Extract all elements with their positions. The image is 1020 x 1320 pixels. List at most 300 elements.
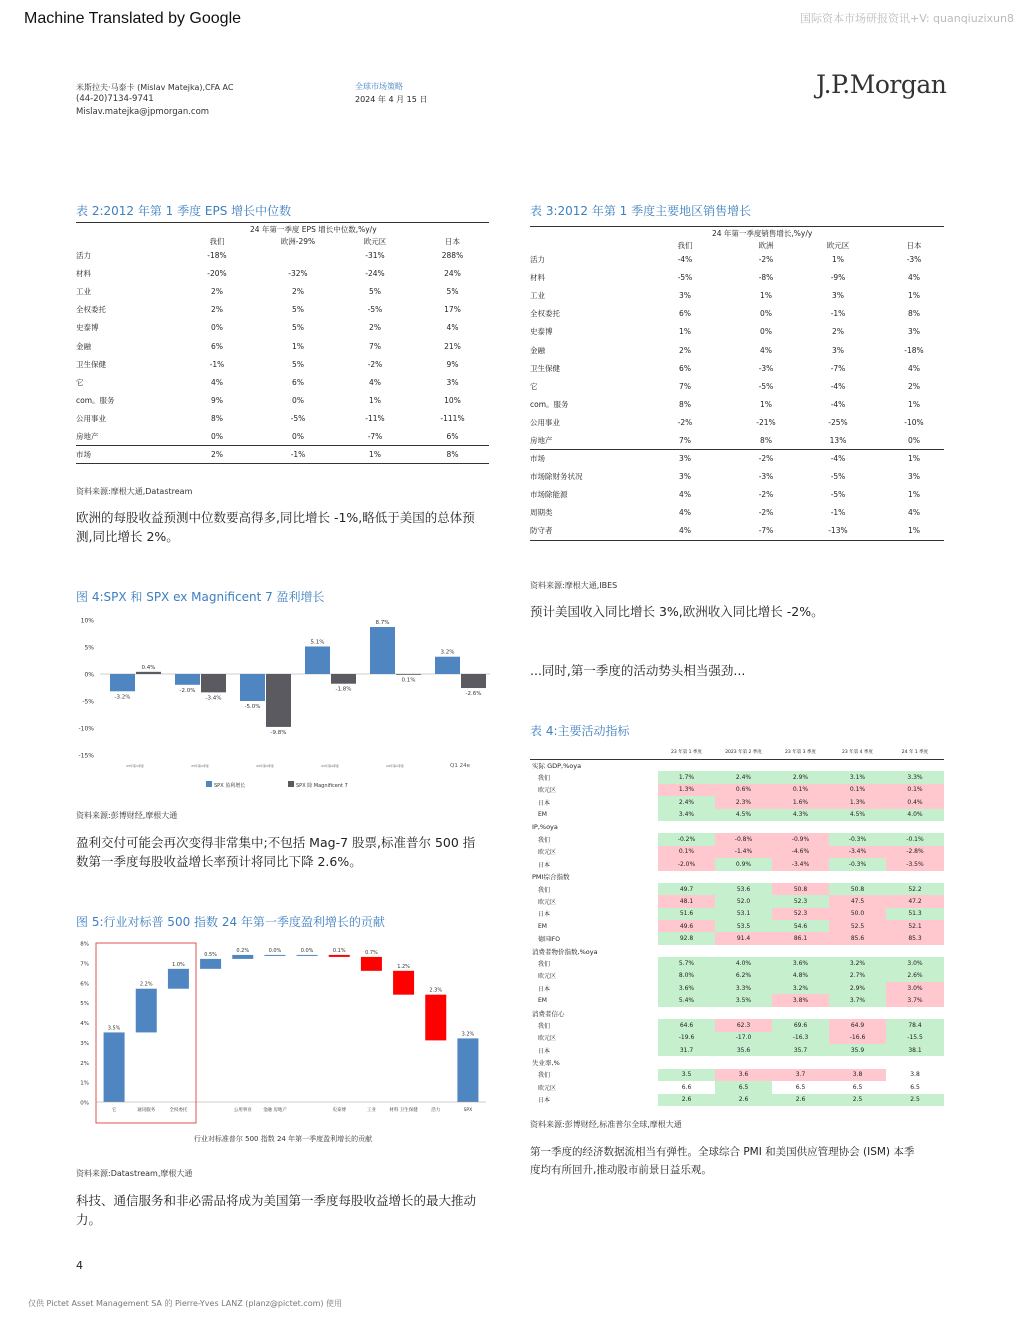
table-cell: 17% [444,305,461,315]
indicator-cell: 3.0% [886,982,944,994]
indicator-cell: 2.4% [658,796,715,808]
table-row [530,413,944,431]
table-cell: -7% [367,431,383,441]
table-cell: -18% [904,345,924,355]
row-label: 活力 [530,255,545,265]
indicator-cell: 35.9 [829,1044,886,1056]
table-cell: 9% [211,395,223,405]
table-cell: -5% [830,472,846,482]
indicator-cell: 3.7% [829,994,886,1006]
indicator-cell: 0.6% [715,784,772,796]
indicator-cell: 85.3 [886,932,944,944]
table2-column-header: 欧元区 [363,236,387,246]
table-cell: -20% [207,269,227,279]
x-tick-label: 通讯服务 [137,1108,156,1113]
report-series: 全球市场策略 [355,82,403,91]
data-label: 3.2% [440,649,455,656]
table-row [530,287,944,305]
table-cell: 6% [211,341,223,351]
table-cell: 6% [292,377,304,387]
row-label: 材料 [76,269,91,279]
indicator-cell: -3.4% [772,858,829,870]
indicator-cell: 52.5 [829,920,886,932]
table-row [530,771,944,783]
table-row [530,1094,944,1106]
table-row [530,305,944,323]
x-tick-label: 史泰博 [332,1108,346,1113]
row-label: 我们 [538,886,551,894]
table3-title: 表 3:2012 年第 1 季度主要地区销售增长 [530,204,752,218]
indicator-cell: 6.5 [715,1081,772,1093]
table-cell: 2% [369,323,381,333]
report-date: 2024 年 4 月 15 日 [355,95,428,104]
y-tick-label: -15% [78,752,94,760]
y-tick-label: -10% [78,725,94,733]
data-label: -9.8% [270,729,287,736]
row-label: 市场 [76,446,172,464]
indicator-cell: 2.4% [715,771,772,783]
row-label: 日本 [538,1097,551,1105]
indicator-cell: 1.7% [658,771,715,783]
table-cell: 3% [908,472,920,482]
table-cell [262,247,334,265]
table-cell: 0% [908,435,920,445]
table-row [530,858,944,870]
row-label: EM [538,922,547,930]
table3-column-header: 我们 [677,240,693,250]
table-cell: -24% [365,269,385,279]
x-tick-label: 23年第1季度 [126,764,144,768]
indicator-cell: 53.6 [715,883,772,895]
x-tick-label: 它 [111,1108,117,1113]
x-tick-label: 公用事业 [233,1108,252,1113]
indicator-group-row [530,1056,944,1068]
indicator-cell: -19.6 [658,1032,715,1044]
indicator-group-label: 消费者物价指数,%oya [532,947,598,956]
indicator-cell: 6.6 [681,1083,692,1091]
indicator-cell: -17.0 [715,1032,772,1044]
table-row [530,269,944,287]
bar [396,674,421,675]
bar [370,627,395,674]
table-row [530,932,944,944]
table-cell: 1% [884,450,944,468]
indicator-group-row [530,821,944,833]
indicator-group-label: 失业率,% [532,1059,560,1068]
row-label: 市场 [530,450,630,468]
indicator-cell: 2.6 [772,1094,829,1106]
indicator-cell: 48.1 [658,895,715,907]
machine-translated-banner: Machine Translated by Google [24,10,242,27]
indicator-cell: 0.1% [772,784,829,796]
chart-caption: 行业对标准普尔 500 指数 24 年第一季度盈利增长的贡献 [193,1135,373,1143]
indicator-cell: 8.0% [658,970,715,982]
indicator-cell: 47.5 [829,895,886,907]
figure5-chart [76,936,490,1150]
table4-source: 资料来源:彭博财经,标准普尔全球,摩根大通 [530,1120,682,1129]
table3-column-header: 欧元区 [826,240,850,250]
indicator-cell: 35.7 [772,1044,829,1056]
table-cell: 3% [832,345,844,355]
x-tick-label: 金融 房地产 [262,1108,287,1113]
row-label: 材料 [530,273,545,283]
row-label: 周期类 [530,508,553,518]
table-cell: -2% [677,417,693,427]
indicator-cell: 1.3% [829,796,886,808]
indicator-cell: 0.9% [715,858,772,870]
table-cell: -4% [792,450,884,468]
row-label: 工业 [76,287,91,297]
table-cell: -2% [758,508,774,518]
table-cell: 2% [832,327,844,337]
author-email[interactable]: Mislav.matejka@jpmorgan.com [76,107,210,117]
table-cell: 6% [679,309,691,319]
indicator-cell: 2.5 [886,1094,944,1106]
table-cell: 4% [679,526,691,536]
indicator-group-label: PMI综合指数 [532,873,570,882]
y-tick-label: 1% [80,1080,89,1087]
waterfall-bar [361,957,382,971]
y-tick-label: 2% [80,1060,89,1067]
waterfall-bar [393,971,414,995]
row-label: 史泰博 [76,323,99,333]
table-cell: 3% [679,291,691,301]
row-label: 卫生保健 [76,359,106,369]
table-cell: 6% [446,431,459,441]
data-label: 3.2% [461,1031,475,1038]
indicator-cell: 92.8 [658,932,715,944]
row-label: 日本 [538,911,551,919]
bar [240,674,265,701]
table-cell: 4% [679,490,691,500]
table-cell: -9% [830,273,846,283]
indicator-cell: 52.3 [772,908,829,920]
indicator-cell: 53.5 [715,920,772,932]
table-cell: 8% [679,399,691,409]
row-label: 欧元区 [538,898,557,906]
bar [435,657,460,674]
row-label: 全权委托 [76,305,106,315]
indicator-cell: 5.7% [658,957,715,969]
bar [175,674,200,685]
table-row [530,846,944,858]
indicator-cell: 78.4 [886,1019,944,1031]
table2-note: 欧洲的每股收益预测中位数要高得多,同比增长 -1%,略低于美国的总体预测,同比增长 2%。 [76,510,475,544]
table-row [530,1081,944,1093]
legend-label: SPX 除 Magnificent 7 [296,783,348,789]
indicator-cell: 51.3 [886,908,944,920]
data-label: -2.6% [465,691,482,698]
table-cell: 5% [446,287,459,297]
indicator-cell: 2.3% [715,796,772,808]
table4-column-header: 23 年第 1 季度 [658,745,715,759]
indicator-cell: 69.6 [772,1019,829,1031]
table-cell: 5% [292,359,304,369]
total-bar [457,1038,478,1102]
legend-swatch [206,781,212,787]
waterfall-bar [329,955,350,957]
indicator-cell: -0.2% [658,833,715,845]
row-label: 市场除能源 [530,490,568,500]
row-label: 日本 [538,799,551,807]
figure4-note: 盈利交付可能会再次变得非常集中;不包括 Mag-7 股票,标准普尔 500 指数第一季度每股收益增长率预计将同比下降 2.6%。 [76,835,476,869]
x-tick-label: Q1 24e [450,763,470,769]
table-cell: 3% [679,472,691,482]
row-label: 卫生保健 [530,363,560,373]
data-label: 0.1% [401,677,416,684]
row-label: 史泰博 [530,327,553,337]
indicator-cell: 3.8% [772,994,829,1006]
legend-swatch [288,781,294,787]
row-label: 公用事业 [76,413,106,423]
y-tick-label: 7% [80,961,89,968]
table-cell: -111% [440,413,465,423]
indicator-cell: 64.9 [829,1019,886,1031]
indicator-group-label: 消费者信心 [532,1009,565,1018]
indicator-cell: 1.6% [772,796,829,808]
table-cell: 1% [760,291,772,301]
table-row [76,265,489,283]
waterfall-bar [425,995,446,1041]
table-cell: 1% [334,446,416,464]
table-cell: 6% [679,363,691,373]
waterfall-bar [232,955,253,959]
indicator-cell: 4.0% [886,809,944,821]
table-cell: 5% [292,323,304,333]
indicator-cell: 2.6 [658,1094,715,1106]
indicator-group-row [530,945,944,957]
indicator-cell: 3.1% [829,771,886,783]
x-tick-label: 全权委托 [169,1108,188,1113]
table2-title: 表 2:2012 年第 1 季度 EPS 增长中位数 [76,204,292,218]
x-tick-label: 材料 卫生保健 [389,1108,418,1113]
indicator-cell: 0.1% [658,846,715,858]
table-row [530,1032,944,1044]
table-cell: -3% [758,363,774,373]
indicator-cell: 3.4% [658,809,715,821]
table-cell: -2% [367,359,383,369]
table2-column-header: 欧洲-29% [280,236,316,246]
table-row [530,431,944,449]
indicator-cell: 5.4% [658,994,715,1006]
indicator-cell: -0.9% [772,833,829,845]
table-cell: 3% [630,450,740,468]
waterfall-bar [104,1032,125,1102]
table-row [530,486,944,504]
indicator-cell: 0.1% [886,784,944,796]
table3 [530,226,944,541]
data-label: -3.2% [114,694,131,701]
table-row [76,409,489,427]
table4-column-header: 24 年 1 季度 [886,745,944,759]
x-tick-label: 24年第1季度 [386,764,404,768]
indicator-cell: 4.5% [829,809,886,821]
row-label: 我们 [538,1022,551,1030]
data-label: 0.5% [204,951,217,958]
indicator-cell: 4.8% [772,970,829,982]
table-row [76,283,489,301]
table-cell: -10% [904,417,924,427]
table3-source: 资料来源:摩根大通,IBES [530,581,618,590]
row-label: 德国IFO [538,936,560,944]
row-label: com。服务 [76,395,115,405]
table-cell: -2% [758,490,774,500]
row-label: EM [538,811,547,819]
table-row [530,784,944,796]
table4-title: 表 4:主要活动指标 [530,724,630,738]
indicator-cell: -0.3% [829,858,886,870]
table-cell: 1% [292,341,304,351]
table-row [530,1069,944,1081]
indicator-cell: -3.5% [886,858,944,870]
indicator-cell: 3.3% [715,982,772,994]
table-cell: 8% [760,435,772,445]
data-label: 1.0% [172,961,185,968]
table-cell: -1% [830,309,846,319]
table-row [530,1044,944,1056]
row-label: 工业 [530,291,545,301]
table-row [530,522,944,540]
table4-column-header: 23 年第 4 季度 [829,745,886,759]
indicator-cell: 3.0% [886,957,944,969]
indicator-cell: 47.2 [886,895,944,907]
table-cell: 1% [908,291,920,301]
table-row [76,247,489,265]
table-cell: -32% [288,269,308,279]
bar [305,646,330,674]
table-cell: -4% [830,399,846,409]
table-cell: 2% [211,287,223,297]
table-row [530,395,944,413]
table-row [530,895,944,907]
figure4-source: 资料来源:彭博财经,摩根大通 [76,811,178,820]
y-tick-label: 5% [84,644,94,652]
watermark: 国际资本市场研报资讯+V: quanqiuzixun8 [799,12,1014,25]
data-label: 0.0% [300,947,314,954]
y-tick-label: 8% [80,941,89,948]
indicator-cell: 3.8 [829,1069,886,1081]
data-label: 1.2% [397,963,410,970]
row-label: com。服务 [530,399,569,409]
y-tick-label: 3% [80,1040,89,1047]
table-cell: -11% [365,413,385,423]
indicator-cell: -1.4% [715,846,772,858]
indicator-group-row [530,759,944,771]
table-row [530,908,944,920]
indicator-cell: 54.6 [772,920,829,932]
y-tick-label: 5% [80,1001,89,1008]
indicator-cell: 3.8 [910,1071,920,1079]
table-cell: -3% [758,472,774,482]
indicator-cell: -15.5 [886,1032,944,1044]
legend-label: SPX 盈利增长 [214,783,246,789]
figure4-chart [76,610,490,800]
indicator-cell: -0.8% [715,833,772,845]
indicator-cell: -2.0% [658,858,715,870]
y-tick-label: 10% [80,617,94,625]
indicator-cell: -16.6 [829,1032,886,1044]
indicator-cell: 52.1 [886,920,944,932]
table-cell: -5% [677,273,693,283]
x-tick-label: 23年第2季度 [191,764,209,768]
table-row [530,377,944,395]
indicator-cell: -0.3% [829,833,886,845]
indicator-cell: 2.9% [829,982,886,994]
data-label: 2.2% [139,981,153,988]
indicator-cell: -3.4% [829,846,886,858]
table-row [530,323,944,341]
data-label: -1.8% [335,686,352,693]
table-cell: 2% [172,446,262,464]
table-row [76,301,489,319]
table-cell: 1% [679,327,691,337]
row-label: 房地产 [530,435,553,445]
table-cell: -7% [830,363,846,373]
table-cell: 8% [211,413,223,423]
x-tick-label: 23年第4季度 [321,764,339,768]
table-row [530,809,944,821]
table-cell: -21% [756,417,776,427]
indicator-cell: 86.1 [772,932,829,944]
table-cell: -1% [830,508,846,518]
indicator-cell: 38.1 [886,1044,944,1056]
table-cell: -2% [758,255,774,265]
row-label: 防守者 [530,526,553,536]
row-label: 我们 [538,960,551,968]
indicator-cell: -16.3 [772,1032,829,1044]
table-row [530,504,944,522]
table-cell: -13% [828,526,848,536]
indicator-cell: 3.5% [715,994,772,1006]
table-cell: 0% [760,309,772,319]
table-cell: 4% [908,363,920,373]
figure5-source: 资料来源:Datastream,摩根大通 [76,1169,193,1178]
bar [266,674,291,727]
indicator-cell: 52.0 [715,895,772,907]
table-cell: -7% [758,526,774,536]
indicator-cell: 52.3 [772,895,829,907]
row-label: 它 [530,381,538,391]
row-label: 我们 [538,837,551,845]
table-cell: 0% [760,327,772,337]
table2 [76,222,489,464]
indicator-cell: -0.1% [886,833,944,845]
data-label: 0.4% [141,664,156,671]
table4-column-header: 2023 年第 2 季度 [715,745,772,759]
indicator-cell: 64.6 [658,1019,715,1031]
data-label: 8.7% [375,620,390,627]
indicator-cell: 53.1 [715,908,772,920]
table-row [530,994,944,1006]
table4-column-header: 23 年第 3 季度 [772,745,829,759]
indicator-cell: 3.6 [715,1069,772,1081]
table-cell: 7% [679,435,691,445]
table-row [76,319,489,337]
waterfall-bar [168,969,189,989]
indicator-cell: 2.7% [829,970,886,982]
bar [110,674,135,691]
table-cell: -1% [262,446,334,464]
jpmorgan-logo: J.P.Morgan [816,70,947,99]
indicator-cell: 3.7 [772,1069,829,1081]
row-label: 金融 [76,341,91,351]
table-cell: 5% [292,305,304,315]
table-row [530,1019,944,1031]
table-cell: 21% [444,341,461,351]
row-label: 公用事业 [530,417,560,427]
table-row [530,450,944,468]
table-cell: -5% [758,381,774,391]
